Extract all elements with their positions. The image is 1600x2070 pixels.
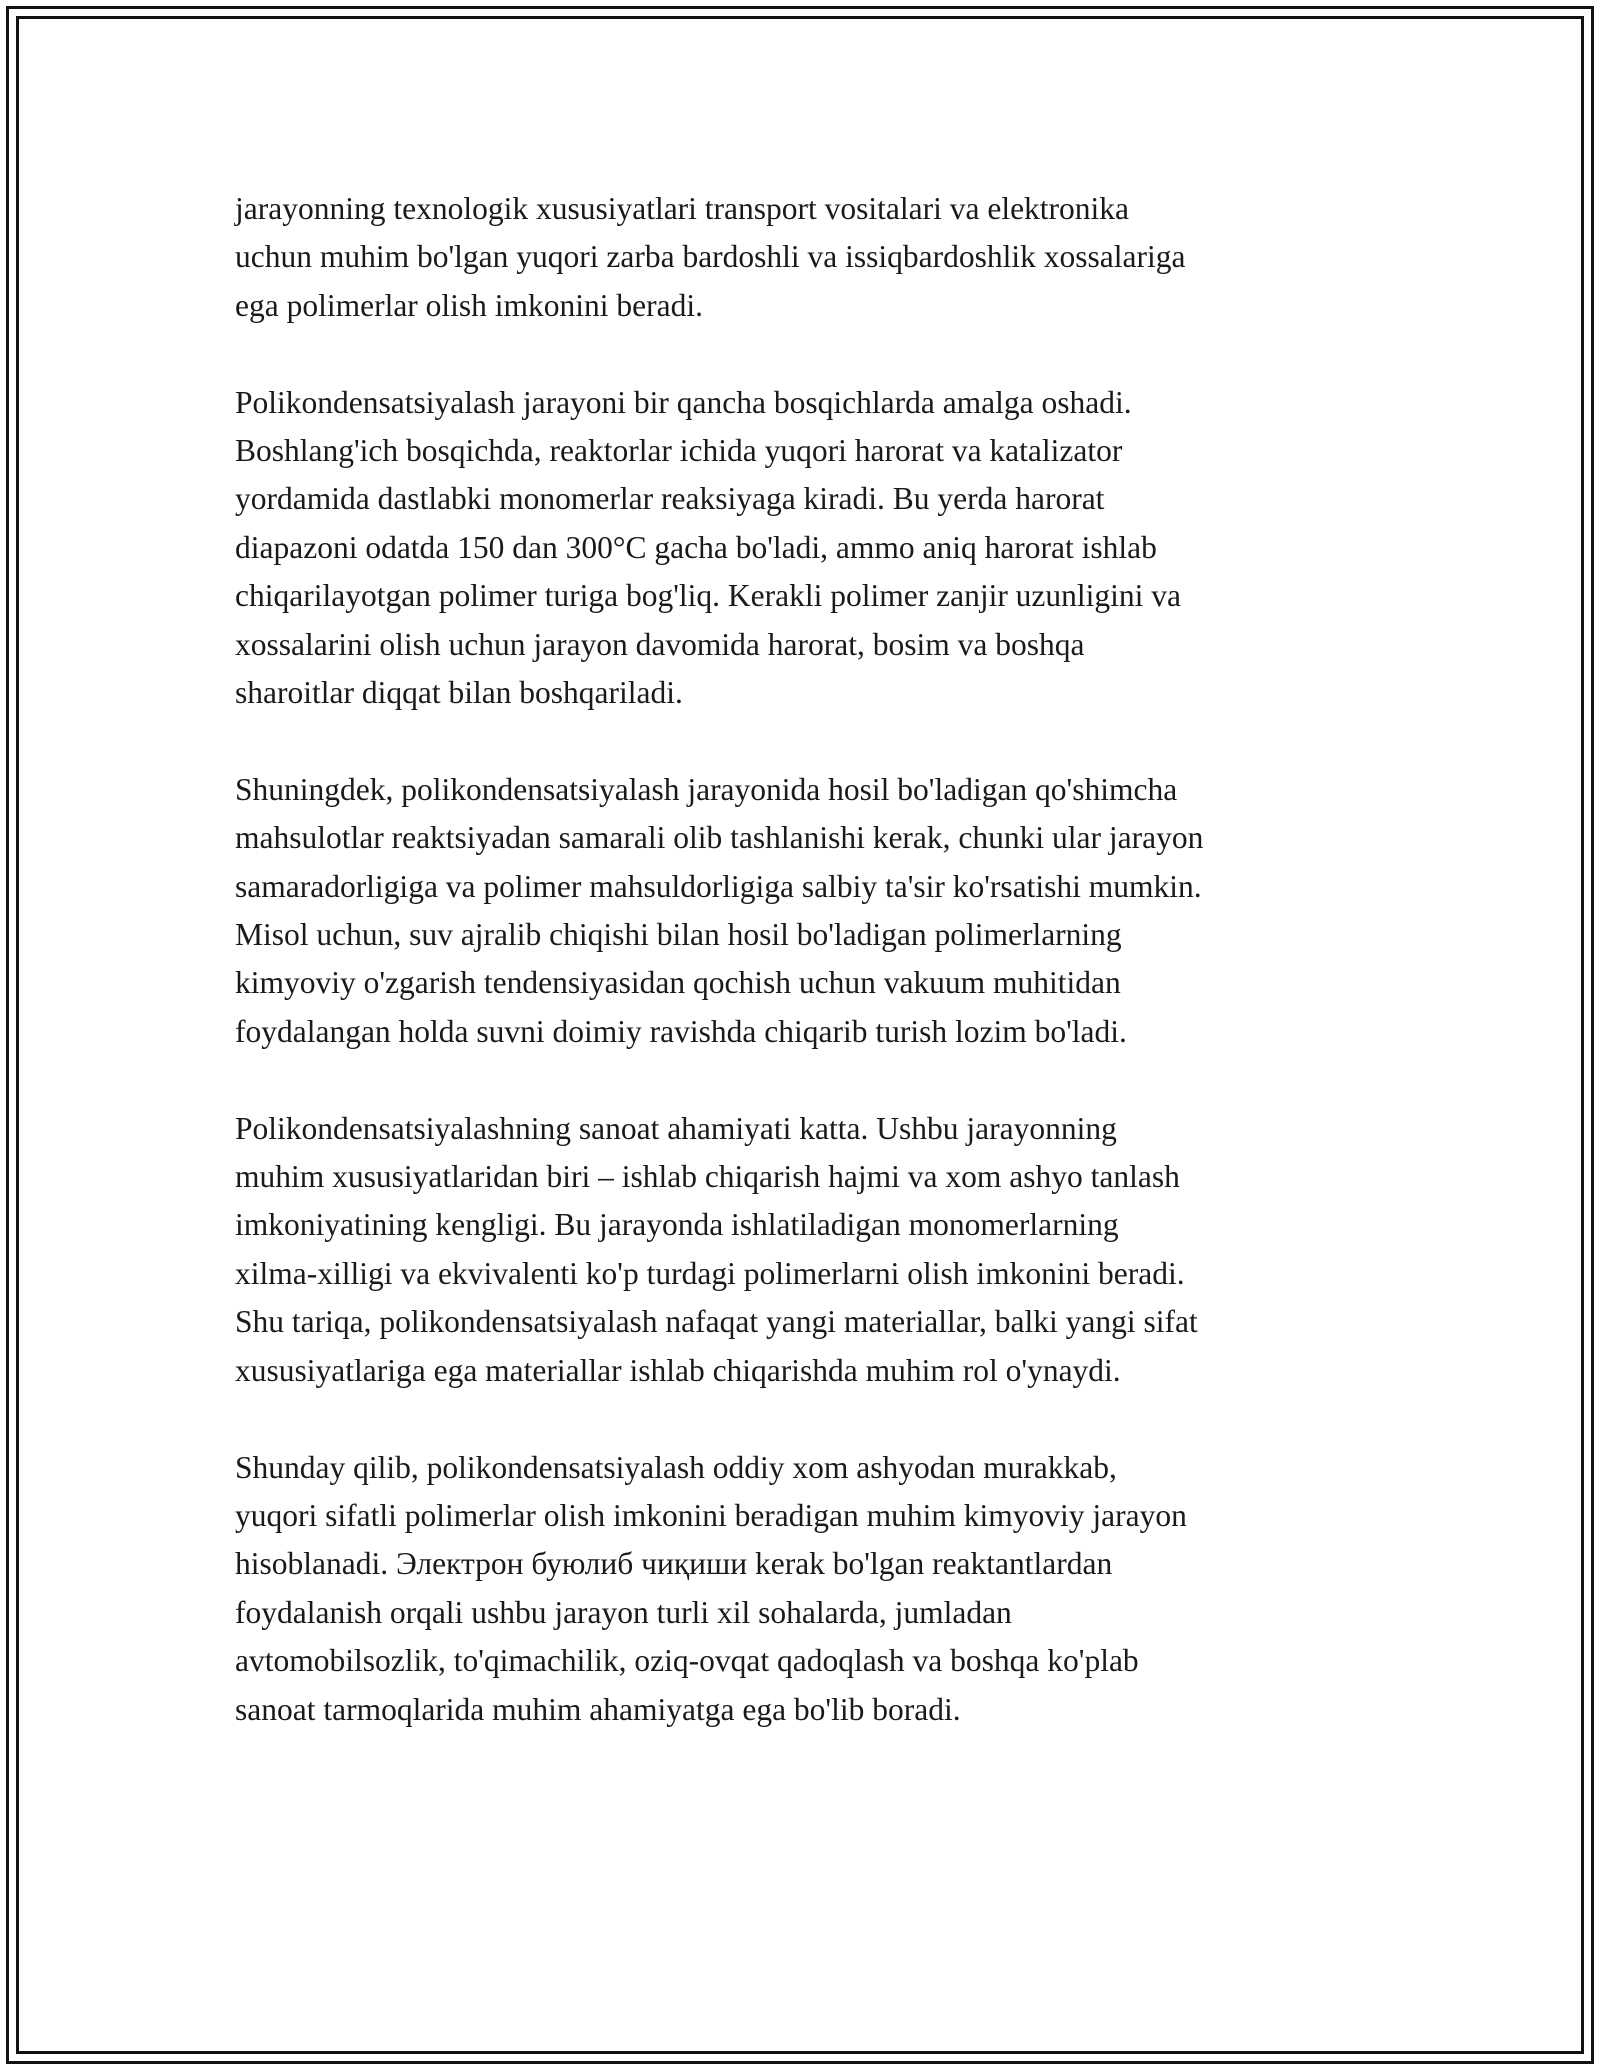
text-line: uchun muhim bo'lgan yuqori zarba bardoshli va issiqbardoshlik xossalariga xyxy=(235,239,1186,275)
text-line: Polikondensatsiyalashning sanoat ahamiyati katta. Ushbu jarayonning xyxy=(235,1110,1117,1146)
text-line: imkoniyatining kengligi. Bu jarayonda ishlatiladigan monomerlarning xyxy=(235,1207,1119,1243)
text-line: chiqarilayotgan polimer turiga bog'liq. Kerakli polimer zanjir uzunligini va xyxy=(235,578,1182,614)
text-line: sharoitlar diqqat bilan boshqariladi. xyxy=(235,675,683,711)
text-line: avtomobilsozlik, to'qimachilik, oziq-ovqat qadoqlash va boshqa ko'plab xyxy=(235,1643,1139,1679)
text-line: Misol uchun, suv ajralib chiqishi bilan hosil bo'ladigan polimerlarning xyxy=(235,917,1122,953)
text-line: foydalanish orqali ushbu jarayon turli xil sohalarda, jumladan xyxy=(235,1594,1012,1630)
text-line: Shuningdek, polikondensatsiyalash jarayonida hosil bo'ladigan qo'shimcha xyxy=(235,771,1178,807)
paragraph xyxy=(235,1105,1375,1395)
text-line: diapazoni odatda 150 dan 300°C gacha bo'ladi, ammo aniq harorat ishlab xyxy=(235,529,1157,565)
paragraph xyxy=(235,1444,1375,1734)
text-line: yordamida dastlabki monomerlar reaksiyaga kiradi. Bu yerda harorat xyxy=(235,481,1105,517)
paragraph xyxy=(235,766,1375,1056)
text-line: jarayonning texnologik xususiyatlari transport vositalari va elektronika xyxy=(235,191,1130,226)
text-line: Boshlang'ich bosqichda, reaktorlar ichida yuqori harorat va katalizator xyxy=(235,433,1123,469)
text-line: xilma-xilligi va ekvivalenti ko'p turdagi polimerlarni olish imkonini beradi. xyxy=(235,1255,1185,1291)
text-line: yuqori sifatli polimerlar olish imkonini beradigan muhim kimyoviy jarayon xyxy=(235,1497,1187,1533)
text-line: Shunday qilib, polikondensatsiyalash oddiy xom ashyodan murakkab, xyxy=(235,1449,1117,1485)
text-line: muhim xususiyatlaridan biri – ishlab chiqarish hajmi va xom ashyo tanlash xyxy=(235,1159,1180,1195)
text-line: Shu tariqa, polikondensatsiyalash nafaqat yangi materiallar, balki yangi sifat xyxy=(235,1304,1198,1340)
text-line: hisoblanadi. Электрон буюлиб чиқиши kerak bo'lgan reaktantlardan xyxy=(235,1546,1113,1582)
text-line: xususiyatlariga ega materiallar ishlab chiqarishda muhim rol o'ynaydi. xyxy=(235,1352,1121,1388)
document-body xyxy=(235,185,1375,1782)
text-line: kimyoviy o'zgarish tendensiyasidan qochish uchun vakuum muhitidan xyxy=(235,965,1121,1001)
text-line: xossalarini olish uchun jarayon davomida harorat, bosim va boshqa xyxy=(235,626,1085,662)
text-line: Polikondensatsiyalash jarayoni bir qancha bosqichlarda amalga oshadi. xyxy=(235,384,1132,420)
text-line: ega polimerlar olish imkonini beradi. xyxy=(235,287,704,323)
paragraph xyxy=(235,379,1375,718)
text-line: sanoat tarmoqlarida muhim ahamiyatga ega bo'lib boradi. xyxy=(235,1691,961,1727)
text-line: samaradorligiga va polimer mahsuldorligiga salbiy ta'sir ko'rsatishi mumkin. xyxy=(235,868,1202,904)
text-line: foydalangan holda suvni doimiy ravishda chiqarib turish lozim bo'ladi. xyxy=(235,1013,1127,1049)
text-line: mahsulotlar reaktsiyadan samarali olib tashlanishi kerak, chunki ular jarayon xyxy=(235,820,1204,856)
paragraph xyxy=(235,185,1375,330)
